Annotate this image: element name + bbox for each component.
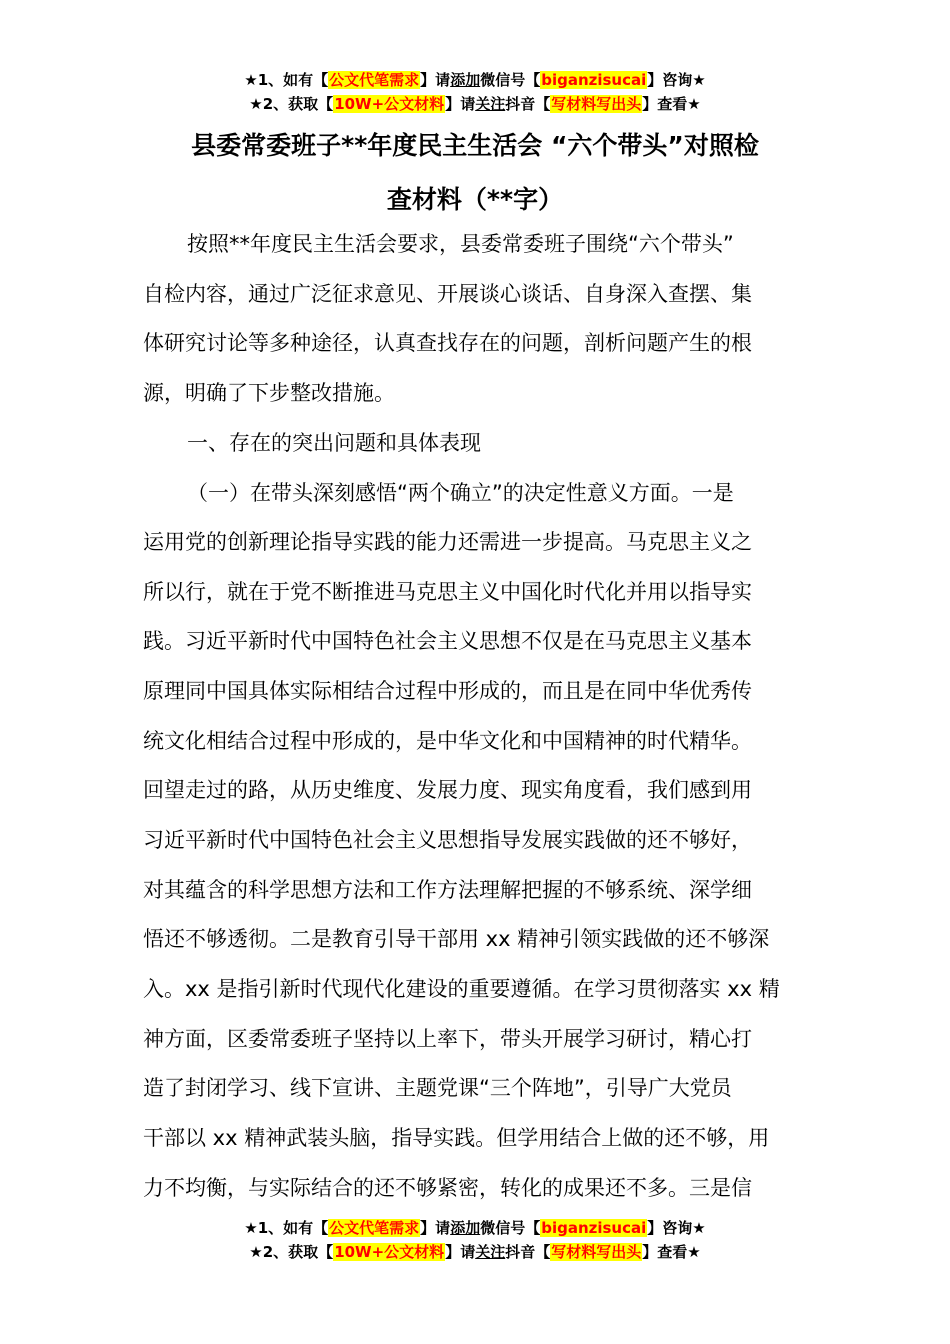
banner-text: 抖音【 bbox=[505, 95, 551, 113]
banner-text: 】请 bbox=[445, 95, 476, 113]
banner-text: 微信号【 bbox=[480, 1219, 541, 1237]
banner-text: 】咨询★ bbox=[647, 1219, 706, 1237]
title-line-2: 查材料（**字） bbox=[386, 185, 564, 214]
body-line: （一）在带头深刻感悟“两个确立”的决定性意义方面。一是 bbox=[187, 481, 734, 505]
douyin-highlight: 写材料写出头 bbox=[551, 1243, 642, 1261]
banner-text: 】请 bbox=[420, 71, 451, 89]
body-line: 原理同中国具体实际相结合过程中形成的，而且是在同中华优秀传 bbox=[143, 679, 752, 703]
body-line: 运用党的创新理论指导实践的能力还需进一步提高。马克思主义之 bbox=[143, 530, 752, 554]
banner-text: 抖音【 bbox=[505, 1243, 551, 1261]
body-line: 力不均衡，与实际结合的还不够紧密，转化的成果还不多。三是信 bbox=[143, 1176, 752, 1200]
body-line: 干部以 xx 精神武装头脑，指导实践。但学用结合上做的还不够，用 bbox=[143, 1126, 770, 1150]
body-line: 体研究讨论等多种途径，认真查找存在的问题，剖析问题产生的根 bbox=[143, 331, 752, 355]
section-heading: 一、存在的突出问题和具体表现 bbox=[187, 431, 481, 455]
bottom-banner bbox=[0, 1216, 950, 1264]
highlight-text: 公文代笔需求 bbox=[329, 1219, 420, 1237]
banner-line-2 bbox=[0, 92, 950, 116]
douyin-highlight: 写材料写出头 bbox=[551, 95, 642, 113]
banner-text: 】查看★ bbox=[642, 1243, 701, 1261]
body-line: 所以行，就在于党不断推进马克思主义中国化时代化并用以指导实 bbox=[143, 580, 752, 604]
title-line-1: 县委常委班子**年度民主生活会 “六个带头”对照检 bbox=[191, 131, 759, 160]
body-line: 入。xx 是指引新时代现代化建设的重要遵循。在学习贯彻落实 xx 精 bbox=[143, 977, 780, 1001]
banner-text: 微信号【 bbox=[480, 71, 541, 89]
banner-line-1 bbox=[0, 68, 950, 92]
underlined-text: 添加 bbox=[450, 71, 481, 89]
body-line: 回望走过的路，从历史维度、发展力度、现实角度看，我们感到用 bbox=[143, 778, 752, 802]
body-line: 践。习近平新时代中国特色社会主义思想不仅是在马克思主义基本 bbox=[143, 629, 752, 653]
banner-line-2 bbox=[0, 1240, 950, 1264]
body-line: 统文化相结合过程中形成的，是中华文化和中国精神的时代精华。 bbox=[143, 729, 752, 753]
wechat-id-highlight: biganzisucai bbox=[541, 1219, 647, 1237]
body-line: 对其蕴含的科学思想方法和工作方法理解把握的不够系统、深学细 bbox=[143, 878, 752, 902]
highlight-text: 10W+公文材料 bbox=[334, 95, 445, 113]
banner-text: ★2、获取【 bbox=[249, 95, 334, 113]
highlight-text: 10W+公文材料 bbox=[334, 1243, 445, 1261]
highlight-text: 公文代笔需求 bbox=[329, 71, 420, 89]
banner-text: ★1、如有【 bbox=[244, 1219, 329, 1237]
body-line: 按照**年度民主生活会要求，县委常委班子围绕“六个带头” bbox=[187, 232, 734, 256]
body-line: 悟还不够透彻。二是教育引导干部用 xx 精神引领实践做的还不够深 bbox=[143, 927, 770, 951]
banner-text: 】咨询★ bbox=[647, 71, 706, 89]
banner-text: 】请 bbox=[445, 1243, 476, 1261]
underlined-text: 添加 bbox=[450, 1219, 481, 1237]
banner-line-1 bbox=[0, 1216, 950, 1240]
body-line: 源，明确了下步整改措施。 bbox=[143, 381, 395, 405]
banner-text: ★1、如有【 bbox=[244, 71, 329, 89]
banner-text: ★2、获取【 bbox=[249, 1243, 334, 1261]
banner-text: 】查看★ bbox=[642, 95, 701, 113]
body-line: 习近平新时代中国特色社会主义思想指导发展实践做的还不够好， bbox=[143, 828, 752, 852]
body-line: 自检内容，通过广泛征求意见、开展谈心谈话、自身深入查摆、集 bbox=[143, 282, 752, 306]
body-line: 神方面，区委常委班子坚持以上率下，带头开展学习研讨，精心打 bbox=[143, 1027, 752, 1051]
underlined-text: 关注 bbox=[475, 1243, 506, 1261]
body-line: 造了封闭学习、线下宣讲、主题党课“三个阵地”，引导广大党员 bbox=[143, 1076, 732, 1100]
underlined-text: 关注 bbox=[475, 95, 506, 113]
wechat-id-highlight: biganzisucai bbox=[541, 71, 647, 89]
banner-text: 】请 bbox=[420, 1219, 451, 1237]
top-banner bbox=[0, 68, 950, 116]
